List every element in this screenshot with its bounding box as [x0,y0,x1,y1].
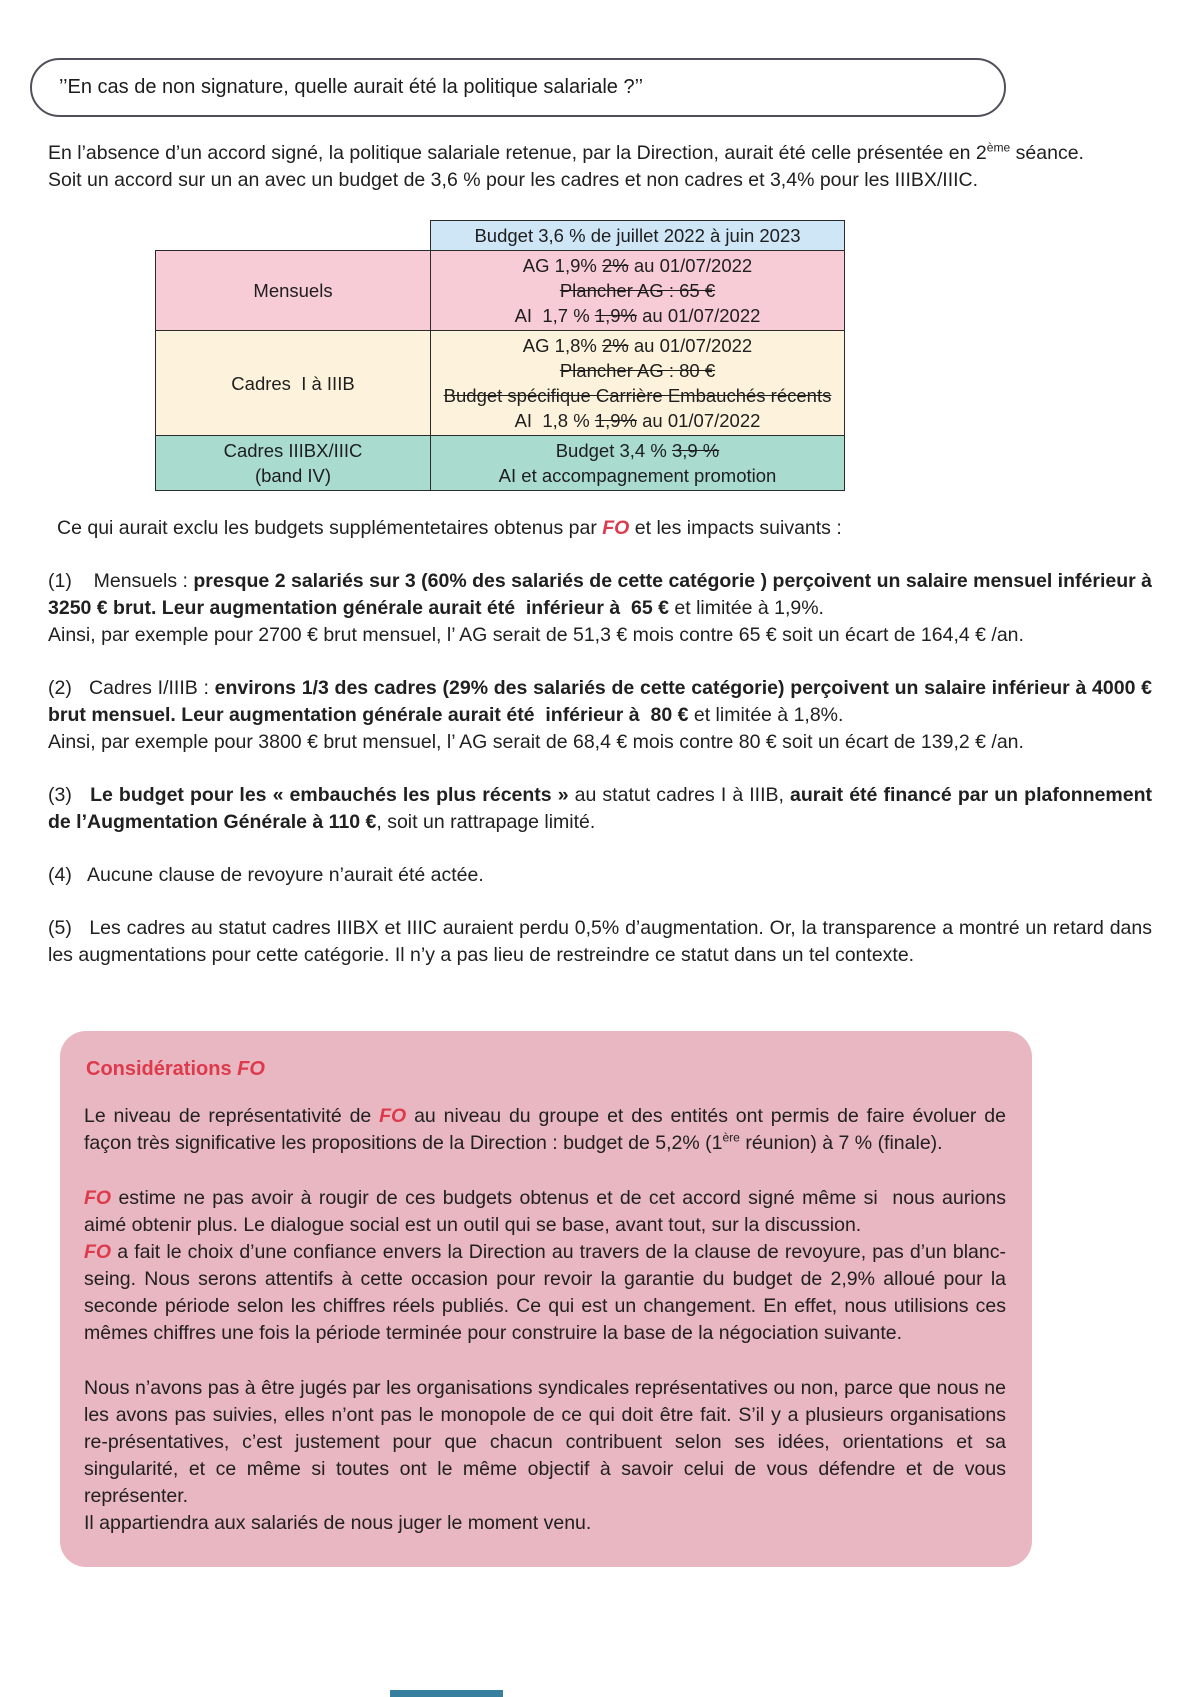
table-header-spacer [156,221,431,251]
considerations-box [60,1031,1032,1567]
table-line: AI 1,8 % 1,9% au 01/07/2022 [514,410,761,431]
table-line: Budget 3,4 % 3,9 % [555,440,720,461]
table-line: AG 1,9% 2% au 01/07/2022 [522,255,753,276]
table-line: Budget spécifique Carrière Embauchés récents [443,385,832,406]
row-content-cadres-iiibx-iiic [431,436,845,491]
table-line: Plancher AG : 65 € [559,280,716,301]
footer-partial-bar [390,1690,503,1697]
table-header-row [156,221,845,251]
considerations-paragraph-2: FO estime ne pas avoir à rougir de ces budgets obtenus et de cet accord signé même si nous aurions aimé obtenir plus. Le dialogue social est un outil qui se base, avant tout, sur la discussion. FO a fait le choix d’une confiance envers la Direction au travers de la clause de revoyure, pas d’un blanc-seing. Nous serons attentifs à cette occasion pour revoir la garantie du budget de 2,9% alloué pour la seconde période selon les chiffres réels publiés. Ce qui est un changement. En effet, nous utilisions ces mêmes chiffres une fois la période terminée pour construire la base de la négociation suivante. [84,1187,1006,1344]
row-label-cadres-i-iiib: Cadres I à IIIB [156,331,431,436]
impact-item-1: (1) Mensuels : presque 2 salariés sur 3 (60% des salariés de cette catégorie ) perçoivent un salaire mensuel inférieur à 3250 € brut. Leur augmentation générale aurait été inférieur à 65 € et limitée à 1,9%. Ainsi, par exemple pour 2700 € brut mensuel, l’ AG serait de 51,3 € mois contre 65 € soit un écart de 164,4 € /an. [48,570,1152,646]
question-box [30,58,1006,117]
intro-paragraph: En l’absence d’un accord signé, la politique salariale retenue, par la Direction, aurait été celle présentée en 2ème séance. Soit un accord sur un an avec un budget de 3,6 % pour les cadres et non cadres et 3,4% pour les IIIBX/IIIC. [48,140,1084,191]
considerations-paragraph-1: Le niveau de représentativité de FO au niveau du groupe et des entités ont permis de faire évoluer de façon très significative les propositions de la Direction : budget de 5,2% (1ère réunion) à 7 % (finale). [84,1105,1006,1154]
exclusion-line: Ce qui aurait exclu les budgets supplémentetaires obtenus par FO et les impacts suivants : [57,517,842,539]
document-content [48,140,1152,1567]
impact-item-5: (5) Les cadres au statut cadres IIIBX et IIIC auraient perdu 0,5% d’augmentation. Or, la transparence a montré un retard dans les augmentations pour cette catégorie. Il n’y a pas lieu de restreindre ce statut dans un tel contexte. [48,917,1152,966]
table-line: Plancher AG : 80 € [559,360,716,381]
table-line: AI et accompagnement promotion [498,465,777,486]
impact-item-2: (2) Cadres I/IIIB : environs 1/3 des cadres (29% des salariés de cette catégorie) perçoivent un salaire inférieur à 4000 € brut mensuel. Leur augmentation générale aurait été inférieur à 80 € et limitée à 1,8%. Ainsi, par exemple pour 3800 € brut mensuel, l’ AG serait de 68,4 € mois contre 80 € soit un écart de 139,2 € /an. [48,677,1153,753]
considerations-title: Considérations FO [86,1058,265,1080]
row-content-cadres-i-iiib [431,331,845,436]
salary-table [155,220,845,491]
impact-item-4: (4) Aucune clause de revoyure n’aurait été actée. [48,864,484,886]
table-row-cadres-i-iiib [156,331,845,436]
row-label-mensuels: Mensuels [156,251,431,331]
table-row-cadres-iiibx-iiic [156,436,845,491]
table-row-mensuels [156,251,845,331]
table-header-cell: Budget 3,6 % de juillet 2022 à juin 2023 [431,221,845,251]
row-content-mensuels [431,251,845,331]
question-text: ’’En cas de non signature, quelle aurait été la politique salariale ?’’ [59,76,644,98]
impact-item-3: (3) Le budget pour les « embauchés les plus récents » au statut cadres I à IIIB, aurait été financé par un plafonnement de l’Augmentation Générale à 110 €, soit un rattrapage limité. [48,784,1152,833]
table-line: AI 1,7 % 1,9% au 01/07/2022 [514,305,761,326]
considerations-paragraph-3: Nous n’avons pas à être jugés par les organisations syndicales représentatives ou non, parce que nous ne les avons pas suivies, elles n’ont pas le monopole de ce qui doit être fait. S’il y a plusieurs organisations re-présentatives, c’est justement pour que chacun contribuent selon ses idées, orientations et sa singularité, et ce même si toutes ont le même objectif à savoir celui de vous défendre et de vous représenter. Il appartiendra aux salariés de nous juger le moment venu. [84,1377,1006,1534]
table-line: AG 1,8% 2% au 01/07/2022 [522,335,753,356]
row-label-cadres-iiibx-iiic: Cadres IIIBX/IIIC (band IV) [156,436,431,491]
